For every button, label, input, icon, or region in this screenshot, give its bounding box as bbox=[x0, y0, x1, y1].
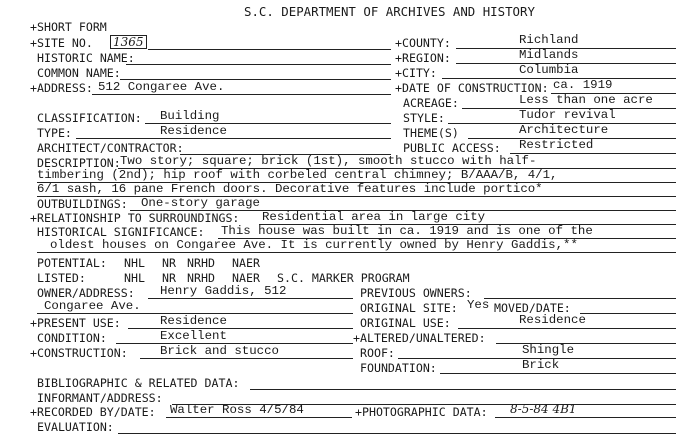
original-use-label: ORIGINAL USE: bbox=[360, 316, 451, 330]
owner-address-label: OWNER/ADDRESS: bbox=[37, 286, 135, 300]
public-access-label: PUBLIC ACCESS: bbox=[403, 141, 501, 155]
acreage-value: Less than one acre bbox=[519, 93, 653, 107]
description-line-3: 6/1 sash, 16 pane French doors. Decorative features include portico* bbox=[37, 182, 543, 196]
style-value: Tudor revival bbox=[519, 108, 616, 122]
listed-option-nhl: NHL bbox=[124, 271, 145, 285]
potential-option-nr: NR bbox=[162, 256, 176, 270]
type-value: Residence bbox=[160, 124, 227, 138]
region-label: +REGION: bbox=[395, 51, 451, 65]
owner-address-line-2: Congaree Ave. bbox=[44, 299, 141, 313]
address-value: 512 Congaree Ave. bbox=[98, 80, 225, 94]
roof-value: Shingle bbox=[522, 343, 575, 357]
historic-name-line bbox=[126, 64, 391, 65]
city-label: +CITY: bbox=[395, 66, 437, 80]
style-label: STYLE: bbox=[403, 111, 445, 125]
construction-line bbox=[140, 358, 353, 359]
photographic-label: +PHOTOGRAPHIC DATA: bbox=[355, 405, 488, 419]
altered-label: +ALTERED/UNALTERED: bbox=[353, 331, 486, 345]
present-use-value: Residence bbox=[160, 314, 227, 328]
moved-date-line bbox=[580, 313, 676, 314]
type-label: TYPE: bbox=[37, 126, 72, 140]
owner-address-line-1: Henry Gaddis, 512 bbox=[160, 284, 287, 298]
page-title: S.C. DEPARTMENT OF ARCHIVES AND HISTORY bbox=[244, 4, 535, 19]
address-line bbox=[92, 94, 391, 95]
roof-label: ROOF: bbox=[360, 346, 395, 360]
condition-value: Excellent bbox=[160, 329, 227, 343]
original-use-line bbox=[458, 328, 676, 329]
classification-label: CLASSIFICATION: bbox=[37, 111, 142, 125]
owner-address-underline-1 bbox=[148, 298, 353, 299]
classification-value: Building bbox=[160, 109, 220, 123]
site-no-line bbox=[148, 49, 391, 50]
bibliographic-line bbox=[250, 389, 676, 390]
recorded-by-value: Walter Ross 4/5/84 bbox=[170, 403, 304, 417]
themes-value: Architecture bbox=[519, 123, 609, 137]
recorded-by-line bbox=[166, 417, 352, 418]
bibliographic-label: BIBLIOGRAPHIC & RELATED DATA: bbox=[37, 376, 240, 390]
region-value: Midlands bbox=[519, 48, 579, 62]
foundation-line bbox=[440, 373, 676, 374]
date-construction-label: +DATE OF CONSTRUCTION: bbox=[395, 81, 549, 95]
marker-program-label: S.C. MARKER PROGRAM bbox=[277, 271, 410, 285]
acreage-label: ACREAGE: bbox=[403, 96, 459, 110]
recorded-by-label: +RECORDED BY/DATE: bbox=[30, 405, 156, 419]
original-use-value: Residence bbox=[519, 313, 586, 327]
evaluation-label: EVALUATION: bbox=[37, 420, 114, 434]
city-value: Columbia bbox=[519, 63, 579, 77]
type-line bbox=[76, 138, 391, 139]
present-use-label: +PRESENT USE: bbox=[30, 316, 121, 330]
previous-owners-line bbox=[484, 298, 676, 299]
significance-line-1: This house was built in ca. 1919 and is one of the bbox=[221, 224, 593, 238]
condition-label: CONDITION: bbox=[37, 331, 107, 345]
potential-label: POTENTIAL: bbox=[37, 256, 107, 270]
description-line-2: timbering (2nd); hip roof with corbeled central chimney; B/AAA/B, 4/1, bbox=[37, 168, 558, 182]
site-no-value: 1365 bbox=[110, 35, 147, 49]
historic-name-label: HISTORIC NAME: bbox=[37, 51, 135, 65]
public-access-value: Restricted bbox=[519, 138, 594, 152]
potential-option-nrhd: NRHD bbox=[187, 256, 215, 270]
architect-label: ARCHITECT/CONTRACTOR: bbox=[37, 141, 184, 155]
description-line-1: Two story; square; brick (1st), smooth stucco with half- bbox=[120, 154, 537, 168]
themes-label: THEME(S) bbox=[403, 126, 459, 140]
description-label: DESCRIPTION: bbox=[37, 156, 121, 170]
outbuildings-value: One-story garage bbox=[141, 196, 260, 210]
significance-label: HISTORICAL SIGNIFICANCE: bbox=[37, 225, 205, 239]
relationship-label: +RELATIONSHIP TO SURROUNDINGS: bbox=[30, 211, 240, 225]
photographic-line bbox=[495, 417, 676, 418]
informant-label: INFORMANT/ADDRESS: bbox=[37, 391, 163, 405]
date-construction-value: ca. 1919 bbox=[553, 78, 613, 92]
foundation-value: Brick bbox=[522, 358, 560, 372]
construction-value: Brick and stucco bbox=[160, 344, 279, 358]
photographic-value: 8-5-84 4B1 bbox=[510, 402, 577, 416]
site-no-label: +SITE NO. bbox=[30, 36, 93, 50]
short-form-label: +SHORT FORM bbox=[30, 20, 107, 34]
listed-label: LISTED: bbox=[37, 271, 86, 285]
foundation-label: FOUNDATION: bbox=[360, 361, 437, 375]
evaluation-line bbox=[118, 433, 676, 434]
listed-option-nr: NR bbox=[162, 271, 176, 285]
county-value: Richland bbox=[519, 33, 579, 47]
description-underline-3 bbox=[37, 196, 676, 197]
potential-option-nhl: NHL bbox=[124, 256, 145, 270]
significance-underline-2 bbox=[37, 252, 676, 253]
significance-line-2: oldest houses on Congaree Ave. It is currently owned by Henry Gaddis,** bbox=[50, 238, 578, 252]
county-label: +COUNTY: bbox=[395, 36, 451, 50]
outbuildings-label: OUTBUILDINGS: bbox=[37, 197, 128, 211]
construction-label: +CONSTRUCTION: bbox=[30, 346, 128, 360]
listed-option-nrhd: NRHD bbox=[187, 271, 215, 285]
potential-option-naer: NAER bbox=[232, 256, 260, 270]
original-site-label: ORIGINAL SITE: bbox=[360, 301, 458, 315]
common-name-label: COMMON NAME: bbox=[37, 66, 121, 80]
relationship-value: Residential area in large city bbox=[262, 210, 486, 224]
listed-option-naer: NAER bbox=[232, 271, 260, 285]
original-site-value: Yes bbox=[467, 298, 490, 312]
moved-date-label: MOVED/DATE: bbox=[494, 301, 571, 315]
previous-owners-label: PREVIOUS OWNERS: bbox=[360, 286, 472, 300]
address-label: +ADDRESS: bbox=[30, 81, 93, 95]
